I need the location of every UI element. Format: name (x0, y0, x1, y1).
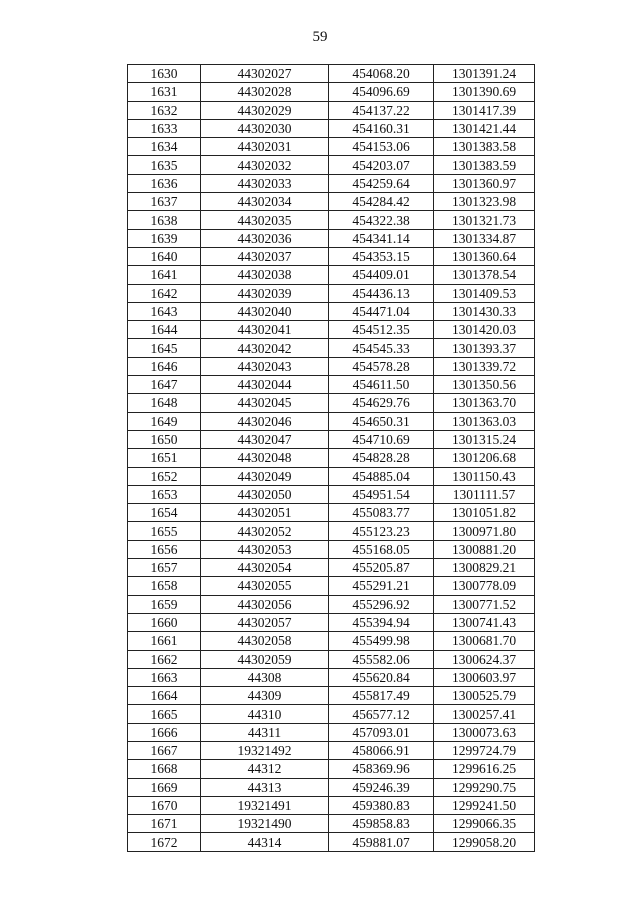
x-coordinate-cell: 454153.06 (329, 138, 434, 156)
point-number-cell: 1643 (128, 302, 201, 320)
x-coordinate-cell: 455394.94 (329, 613, 434, 631)
table-row (128, 687, 535, 705)
table-row (128, 156, 535, 174)
x-coordinate-cell: 454322.38 (329, 211, 434, 229)
table-row (128, 833, 535, 851)
point-code-cell: 44302045 (201, 394, 329, 412)
x-coordinate-cell: 454885.04 (329, 467, 434, 485)
table-row (128, 211, 535, 229)
point-code-cell: 19321490 (201, 815, 329, 833)
point-number-cell: 1660 (128, 613, 201, 631)
y-coordinate-cell: 1301383.58 (434, 138, 535, 156)
y-coordinate-cell: 1301393.37 (434, 339, 535, 357)
point-code-cell: 44308 (201, 668, 329, 686)
table-row (128, 65, 535, 83)
y-coordinate-cell: 1301417.39 (434, 101, 535, 119)
point-code-cell: 44302031 (201, 138, 329, 156)
page-number: 59 (312, 29, 328, 45)
point-number-cell: 1632 (128, 101, 201, 119)
point-number-cell: 1646 (128, 357, 201, 375)
point-code-cell: 44302042 (201, 339, 329, 357)
table-row (128, 741, 535, 759)
x-coordinate-cell: 455582.06 (329, 650, 434, 668)
point-code-cell: 44302058 (201, 632, 329, 650)
x-coordinate-cell: 457093.01 (329, 723, 434, 741)
y-coordinate-cell: 1300829.21 (434, 559, 535, 577)
table-row (128, 119, 535, 137)
x-coordinate-cell: 454578.28 (329, 357, 434, 375)
x-coordinate-cell: 454471.04 (329, 302, 434, 320)
point-code-cell: 44302032 (201, 156, 329, 174)
point-code-cell: 44310 (201, 705, 329, 723)
point-code-cell: 44302052 (201, 522, 329, 540)
x-coordinate-cell: 454160.31 (329, 119, 434, 137)
point-number-cell: 1663 (128, 668, 201, 686)
point-number-cell: 1647 (128, 376, 201, 394)
x-coordinate-cell: 454611.50 (329, 376, 434, 394)
point-number-cell: 1637 (128, 193, 201, 211)
y-coordinate-cell: 1301421.44 (434, 119, 535, 137)
x-coordinate-cell: 458369.96 (329, 760, 434, 778)
x-coordinate-cell: 454203.07 (329, 156, 434, 174)
y-coordinate-cell: 1300881.20 (434, 540, 535, 558)
table-row (128, 101, 535, 119)
table-row (128, 760, 535, 778)
table-row (128, 302, 535, 320)
x-coordinate-cell: 454259.64 (329, 174, 434, 192)
table-row (128, 485, 535, 503)
table-row (128, 632, 535, 650)
point-code-cell: 44309 (201, 687, 329, 705)
y-coordinate-cell: 1300525.79 (434, 687, 535, 705)
y-coordinate-cell: 1299058.20 (434, 833, 535, 851)
x-coordinate-cell: 454512.35 (329, 321, 434, 339)
point-number-cell: 1644 (128, 321, 201, 339)
table-body (128, 65, 535, 852)
y-coordinate-cell: 1301339.72 (434, 357, 535, 375)
x-coordinate-cell: 454068.20 (329, 65, 434, 83)
point-code-cell: 44302035 (201, 211, 329, 229)
x-coordinate-cell: 454951.54 (329, 485, 434, 503)
point-code-cell: 44313 (201, 778, 329, 796)
point-code-cell: 44302040 (201, 302, 329, 320)
point-code-cell: 44302043 (201, 357, 329, 375)
y-coordinate-cell: 1299241.50 (434, 796, 535, 814)
table-row (128, 668, 535, 686)
x-coordinate-cell: 454137.22 (329, 101, 434, 119)
y-coordinate-cell: 1301315.24 (434, 430, 535, 448)
y-coordinate-cell: 1301363.70 (434, 394, 535, 412)
table-row (128, 284, 535, 302)
point-code-cell: 44302047 (201, 430, 329, 448)
y-coordinate-cell: 1300257.41 (434, 705, 535, 723)
x-coordinate-cell: 455205.87 (329, 559, 434, 577)
point-number-cell: 1649 (128, 412, 201, 430)
point-number-cell: 1666 (128, 723, 201, 741)
point-code-cell: 44302048 (201, 449, 329, 467)
x-coordinate-cell: 454409.01 (329, 266, 434, 284)
point-number-cell: 1633 (128, 119, 201, 137)
table-row (128, 467, 535, 485)
table-row (128, 540, 535, 558)
point-code-cell: 44302036 (201, 229, 329, 247)
point-number-cell: 1656 (128, 540, 201, 558)
y-coordinate-cell: 1299066.35 (434, 815, 535, 833)
point-code-cell: 44302028 (201, 83, 329, 101)
point-code-cell: 44302044 (201, 376, 329, 394)
point-number-cell: 1665 (128, 705, 201, 723)
y-coordinate-cell: 1301360.97 (434, 174, 535, 192)
coordinates-table (127, 64, 535, 852)
y-coordinate-cell: 1301409.53 (434, 284, 535, 302)
point-code-cell: 44302029 (201, 101, 329, 119)
y-coordinate-cell: 1299290.75 (434, 778, 535, 796)
table-row (128, 394, 535, 412)
y-coordinate-cell: 1300971.80 (434, 522, 535, 540)
point-number-cell: 1654 (128, 504, 201, 522)
point-number-cell: 1652 (128, 467, 201, 485)
x-coordinate-cell: 455291.21 (329, 577, 434, 595)
point-number-cell: 1645 (128, 339, 201, 357)
point-number-cell: 1658 (128, 577, 201, 595)
point-number-cell: 1668 (128, 760, 201, 778)
point-number-cell: 1636 (128, 174, 201, 192)
point-number-cell: 1640 (128, 247, 201, 265)
x-coordinate-cell: 454828.28 (329, 449, 434, 467)
point-number-cell: 1635 (128, 156, 201, 174)
table-row (128, 357, 535, 375)
point-number-cell: 1631 (128, 83, 201, 101)
table-row (128, 522, 535, 540)
point-code-cell: 19321491 (201, 796, 329, 814)
x-coordinate-cell: 455296.92 (329, 595, 434, 613)
y-coordinate-cell: 1301383.59 (434, 156, 535, 174)
point-number-cell: 1659 (128, 595, 201, 613)
point-number-cell: 1662 (128, 650, 201, 668)
point-number-cell: 1650 (128, 430, 201, 448)
y-coordinate-cell: 1300603.97 (434, 668, 535, 686)
y-coordinate-cell: 1300778.09 (434, 577, 535, 595)
point-number-cell: 1642 (128, 284, 201, 302)
point-code-cell: 44302046 (201, 412, 329, 430)
table-row (128, 266, 535, 284)
table-row (128, 321, 535, 339)
y-coordinate-cell: 1301150.43 (434, 467, 535, 485)
point-code-cell: 44302053 (201, 540, 329, 558)
x-coordinate-cell: 459858.83 (329, 815, 434, 833)
point-code-cell: 44302055 (201, 577, 329, 595)
table-row (128, 705, 535, 723)
point-code-cell: 44302041 (201, 321, 329, 339)
x-coordinate-cell: 455499.98 (329, 632, 434, 650)
table-row (128, 650, 535, 668)
table-row (128, 412, 535, 430)
point-code-cell: 44302050 (201, 485, 329, 503)
y-coordinate-cell: 1301390.69 (434, 83, 535, 101)
point-code-cell: 44302059 (201, 650, 329, 668)
y-coordinate-cell: 1300771.52 (434, 595, 535, 613)
y-coordinate-cell: 1301363.03 (434, 412, 535, 430)
x-coordinate-cell: 454436.13 (329, 284, 434, 302)
table-row (128, 723, 535, 741)
x-coordinate-cell: 454096.69 (329, 83, 434, 101)
x-coordinate-cell: 459246.39 (329, 778, 434, 796)
table-row (128, 138, 535, 156)
x-coordinate-cell: 454650.31 (329, 412, 434, 430)
point-number-cell: 1639 (128, 229, 201, 247)
point-number-cell: 1630 (128, 65, 201, 83)
x-coordinate-cell: 454710.69 (329, 430, 434, 448)
point-number-cell: 1672 (128, 833, 201, 851)
table-row (128, 229, 535, 247)
point-code-cell: 44302057 (201, 613, 329, 631)
x-coordinate-cell: 454353.15 (329, 247, 434, 265)
point-code-cell: 44311 (201, 723, 329, 741)
table-row (128, 339, 535, 357)
point-code-cell: 44302034 (201, 193, 329, 211)
table-row (128, 174, 535, 192)
y-coordinate-cell: 1301323.98 (434, 193, 535, 211)
point-number-cell: 1653 (128, 485, 201, 503)
point-number-cell: 1664 (128, 687, 201, 705)
table-row (128, 595, 535, 613)
point-code-cell: 44302038 (201, 266, 329, 284)
x-coordinate-cell: 455620.84 (329, 668, 434, 686)
table-row (128, 778, 535, 796)
point-number-cell: 1634 (128, 138, 201, 156)
x-coordinate-cell: 454545.33 (329, 339, 434, 357)
y-coordinate-cell: 1300681.70 (434, 632, 535, 650)
y-coordinate-cell: 1301334.87 (434, 229, 535, 247)
x-coordinate-cell: 459380.83 (329, 796, 434, 814)
y-coordinate-cell: 1301360.64 (434, 247, 535, 265)
y-coordinate-cell: 1300073.63 (434, 723, 535, 741)
table-row (128, 193, 535, 211)
table-row (128, 577, 535, 595)
point-code-cell: 44314 (201, 833, 329, 851)
table-row (128, 815, 535, 833)
point-number-cell: 1648 (128, 394, 201, 412)
point-number-cell: 1671 (128, 815, 201, 833)
point-number-cell: 1641 (128, 266, 201, 284)
y-coordinate-cell: 1300624.37 (434, 650, 535, 668)
x-coordinate-cell: 455083.77 (329, 504, 434, 522)
table-row (128, 83, 535, 101)
table-row (128, 247, 535, 265)
y-coordinate-cell: 1300741.43 (434, 613, 535, 631)
point-code-cell: 19321492 (201, 741, 329, 759)
y-coordinate-cell: 1301350.56 (434, 376, 535, 394)
x-coordinate-cell: 454284.42 (329, 193, 434, 211)
table-row (128, 613, 535, 631)
point-number-cell: 1638 (128, 211, 201, 229)
y-coordinate-cell: 1301420.03 (434, 321, 535, 339)
y-coordinate-cell: 1301051.82 (434, 504, 535, 522)
point-code-cell: 44302030 (201, 119, 329, 137)
y-coordinate-cell: 1301111.57 (434, 485, 535, 503)
point-code-cell: 44302056 (201, 595, 329, 613)
point-code-cell: 44302051 (201, 504, 329, 522)
point-number-cell: 1651 (128, 449, 201, 467)
x-coordinate-cell: 459881.07 (329, 833, 434, 851)
point-code-cell: 44302027 (201, 65, 329, 83)
y-coordinate-cell: 1301378.54 (434, 266, 535, 284)
x-coordinate-cell: 454629.76 (329, 394, 434, 412)
x-coordinate-cell: 455168.05 (329, 540, 434, 558)
point-number-cell: 1657 (128, 559, 201, 577)
table-row (128, 376, 535, 394)
point-code-cell: 44302049 (201, 467, 329, 485)
table-row (128, 504, 535, 522)
point-number-cell: 1655 (128, 522, 201, 540)
point-code-cell: 44302033 (201, 174, 329, 192)
x-coordinate-cell: 456577.12 (329, 705, 434, 723)
table-row (128, 559, 535, 577)
x-coordinate-cell: 455817.49 (329, 687, 434, 705)
table-row (128, 449, 535, 467)
x-coordinate-cell: 454341.14 (329, 229, 434, 247)
y-coordinate-cell: 1301321.73 (434, 211, 535, 229)
y-coordinate-cell: 1301391.24 (434, 65, 535, 83)
point-number-cell: 1661 (128, 632, 201, 650)
y-coordinate-cell: 1301430.33 (434, 302, 535, 320)
x-coordinate-cell: 455123.23 (329, 522, 434, 540)
x-coordinate-cell: 458066.91 (329, 741, 434, 759)
y-coordinate-cell: 1301206.68 (434, 449, 535, 467)
point-code-cell: 44312 (201, 760, 329, 778)
point-code-cell: 44302054 (201, 559, 329, 577)
table-row (128, 430, 535, 448)
point-number-cell: 1670 (128, 796, 201, 814)
y-coordinate-cell: 1299616.25 (434, 760, 535, 778)
point-code-cell: 44302037 (201, 247, 329, 265)
y-coordinate-cell: 1299724.79 (434, 741, 535, 759)
table-row (128, 796, 535, 814)
point-number-cell: 1667 (128, 741, 201, 759)
point-code-cell: 44302039 (201, 284, 329, 302)
point-number-cell: 1669 (128, 778, 201, 796)
